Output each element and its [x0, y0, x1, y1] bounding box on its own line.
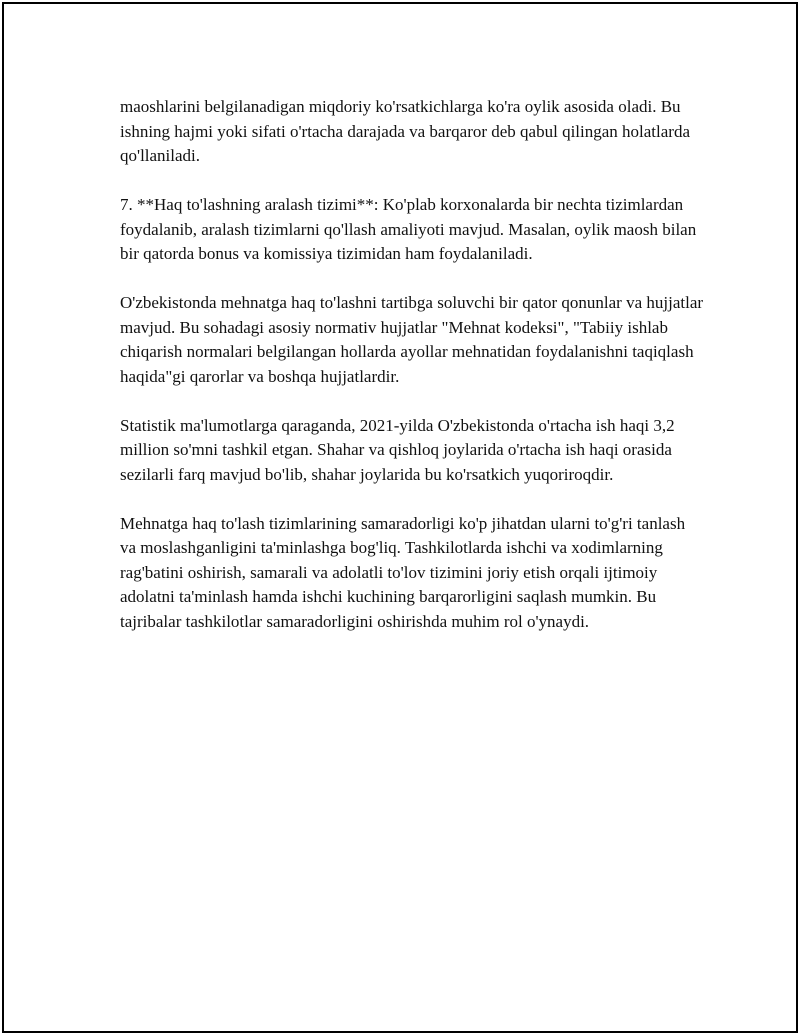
paragraph-continuation: maoshlarini belgilanadigan miqdoriy ko'rsatkichlarga ko'ra oylik asosida oladi. Bu ishning hajmi yoki sifati o'rtacha darajada va barqaror deb qabul qilingan holatlarda qo'llaniladi.	[120, 97, 691, 165]
paragraph-legal-framework: O'zbekistonda mehnatga haq to'lashni tartibga soluvchi bir qator qonunlar va hujjatlar mavjud. Bu sohadagi asosiy normativ hujjatlar "Mehnat kodeksi", "Tabiiy ishlab chiqarish normalari belgilangan hollarda ayollar mehnatidan foydalanishni taqiqlash haqida"gi qarorlar va boshqa hujjatlardir.	[120, 293, 704, 386]
paragraph-statistics: Statistik ma'lumotlarga qaraganda, 2021-yilda O'zbekistonda o'rtacha ish haqi 3,2 million so'mni tashkil etgan. Shahar va qishloq joylarida o'rtacha ish haqi orasida sezilarli farq mavjud bo'lib, shahar joylarida bu ko'rsatkich yuqoriroqdir.	[120, 415, 675, 484]
paragraph-conclusion: Mehnatga haq to'lash tizimlarining samaradorligi ko'p jihatdan ularni to'g'ri tanlash va moslashganligini ta'minlashga bog'liq. Tashkilotlarda ishchi va xodimlarning rag'batini oshirish, samarali va adolatli to'lov tizimini joriy etish orqali ijtimoiy adolatni ta'minlash hamda ishchi kuchining barqarorligini saqlash mumkin. Bu tajribalar tashkilotlar samaradorligini oshirishda muhim rol o'ynaydi.	[120, 513, 686, 631]
paragraph-mixed-payment-system: 7. **Haq to'lashning aralash tizimi**: Ko'plab korxonalarda bir nechta tizimlardan foydalanib, aralash tizimlarni qo'llash amaliyoti mavjud. Masalan, oylik maosh bilan bir qatorda bonus va komissiya tizimidan ham foydalaniladi.	[120, 195, 697, 263]
document-body	[120, 95, 705, 659]
document-page	[2, 2, 798, 1033]
